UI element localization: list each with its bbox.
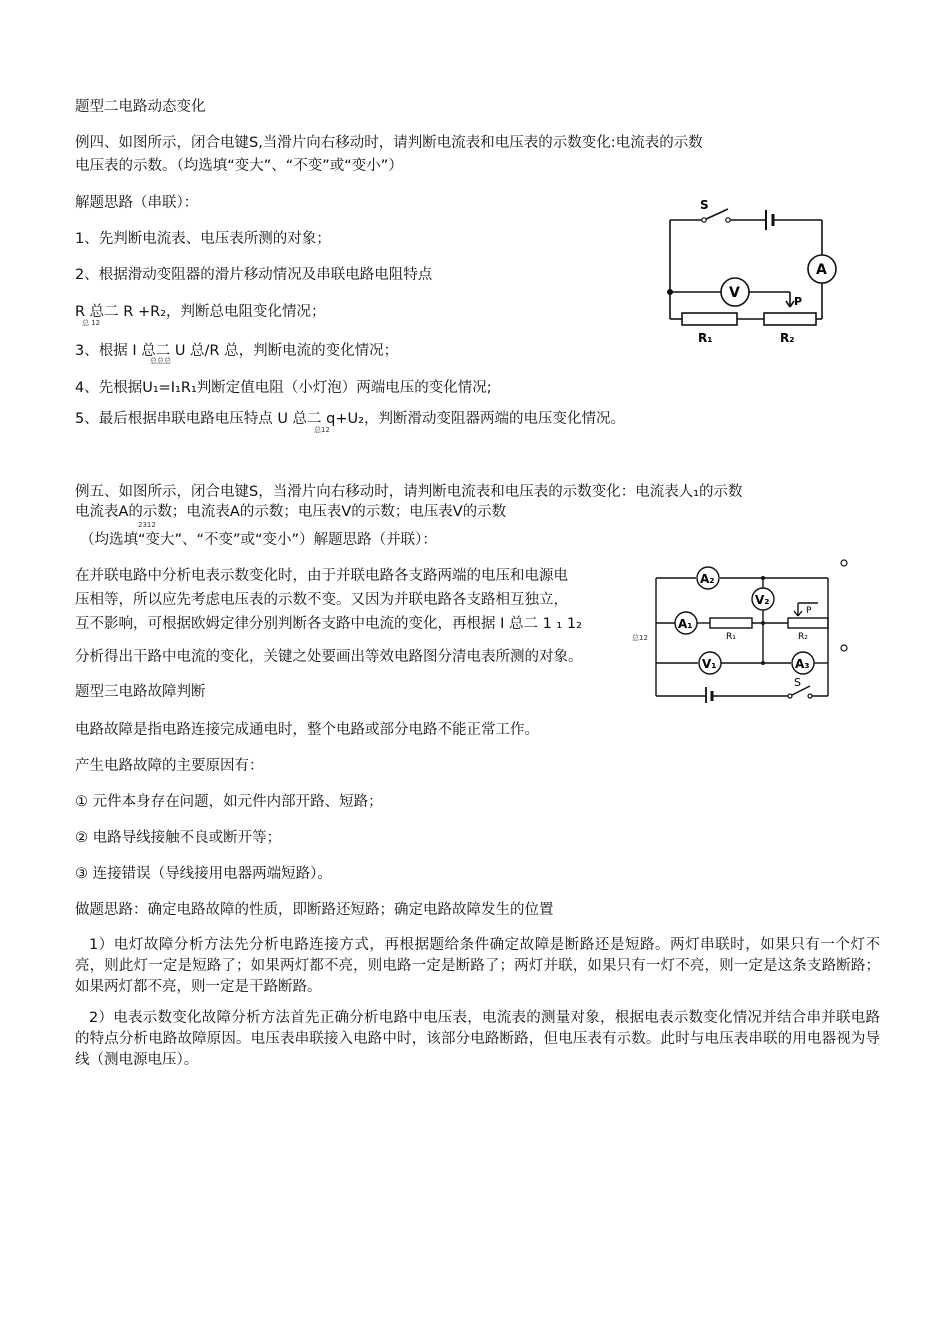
cause-1: ① 元件本身存在问题，如元件内部开路、短路；	[75, 794, 383, 810]
fault-definition: 电路故障是指电路连接完成通电时，整个电路或部分电路不能正常工作。	[75, 722, 539, 738]
slider-label: P	[794, 295, 803, 308]
example4-step3: 3、根据 I 总二 U 总/R 总，判断电流的变化情况；	[75, 343, 399, 359]
example4-step5-subscript: 总12	[314, 426, 330, 434]
v1-label: V₁	[702, 657, 717, 671]
example5-para-line4: 分析得出干路中电流的变化，关键之处要画出等效电路图分清电表所测的对象。	[75, 649, 583, 665]
r1-label: R₁	[698, 331, 713, 345]
a1-label: A₁	[678, 617, 693, 631]
switch-label: S	[700, 198, 709, 212]
parallel-circuit-diagram	[648, 555, 858, 703]
a2-label: A₂	[700, 572, 715, 586]
series-circuit-diagram	[660, 195, 850, 350]
example5-line2: 电流表A的示数；电流表A的示数；电压表V的示数；电压表V的示数	[75, 504, 507, 520]
example4-line2: 电压表的示数。（均选填“变大”、“不变”或“变小”）	[75, 158, 403, 174]
r2-label: R₂	[780, 331, 795, 345]
example4-step5: 5、最后根据串联电路电压特点 U 总二 q+U₂，判断滑动变阻器两端的电压变化情况。	[75, 411, 625, 427]
section-title-2: 题型二电路动态变化	[75, 99, 206, 115]
example4-step2: 2、根据滑动变阻器的滑片移动情况及串联电路电阻特点	[75, 267, 433, 283]
fault-causes-heading: 产生电路故障的主要原因有：	[75, 758, 264, 774]
example5-line3: （均选填“变大”、“不变”或“变小”）解题思路（并联）：	[80, 532, 437, 548]
a3-label: A₃	[795, 657, 810, 671]
example5-para-subscript: 总12	[632, 634, 648, 642]
example4-step4: 4、先根据U₁=I₁R₁判断定值电阻（小灯泡）两端电压的变化情况;	[75, 380, 492, 396]
example5-para-line3: 互不影响，可根据欧姆定律分别判断各支路中电流的变化，再根据 I 总二 1 ₁ 1₂	[75, 616, 582, 632]
example4-method: 解题思路（串联）：	[75, 195, 199, 211]
paragraph-2: 2）电表示数变化故障分析方法首先正确分析电路中电压表，电流表的测量对象，根据电表示数变化情况并结合串并联电路的特点分析电路故障原因。电压表串联接入电路中时，该部分电路断路，但电压表有示数。此时与电压表串联的用电器视为导线（测电源电压）。	[75, 1010, 880, 1068]
example5-line1: 例五、如图所示，闭合电键S，当滑片向右移动时，请判断电流表和电压表的示数变化：电流表人₁的示数	[75, 484, 743, 500]
example5-para-line1: 在并联电路中分析电表示数变化时，由于并联电路各支路两端的电压和电源电	[75, 568, 568, 584]
example4-step2b: R 总二 R +R₂，判断总电阻变化情况；	[75, 304, 326, 320]
section-title-3: 题型三电路故障判断	[75, 684, 206, 700]
example4-line1: 例四、如图所示，闭合电键S,当滑片向右移动时，请判断电流表和电压表的示数变化:电流表的示数	[75, 135, 703, 151]
example5-subscript: 2312	[138, 521, 156, 529]
cause-2: ② 电路导线接触不良或断开等；	[75, 830, 282, 846]
example5-para-line2: 压相等，所以应先考虑电压表的示数不变。又因为并联电路各支路相互独立，	[75, 592, 568, 608]
example4-step3-subscript: 总总总	[150, 357, 171, 365]
r2-label: R₂	[798, 632, 808, 642]
example4-step1: 1、先判断电流表、电压表所测的对象；	[75, 231, 331, 247]
ammeter-label: A	[816, 262, 827, 278]
voltmeter-label: V	[729, 285, 740, 301]
switch-label: S	[794, 676, 801, 689]
slider-label: P	[806, 606, 812, 616]
example4-step2b-subscript: 总 12	[82, 319, 101, 327]
r1-label: R₁	[726, 632, 736, 642]
paragraph-1: 1）电灯故障分析方法先分析电路连接方式，再根据题给条件确定故障是断路还是短路。两灯串联时，如果只有一个灯不亮，则此灯一定是短路了；如果两灯都不亮，则电路一定是断路了；两灯并联，如果只有一灯不亮，则一定是这条支路断路；如果两灯都不亮，则一定是干路断路。	[75, 937, 880, 995]
v2-label: V₂	[755, 593, 770, 607]
approach-line: 做题思路：确定电路故障的性质，即断路还短路；确定电路故障发生的位置	[75, 902, 554, 918]
cause-3: ③ 连接错误（导线接用电器两端短路）。	[75, 866, 332, 882]
